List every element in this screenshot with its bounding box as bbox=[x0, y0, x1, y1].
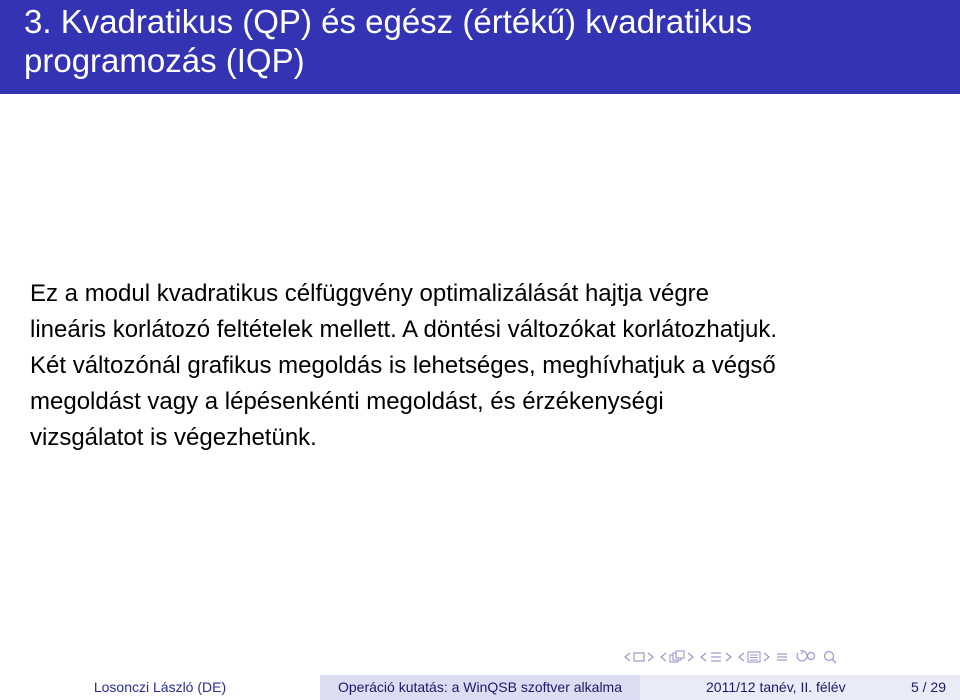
arrow-right-icon[interactable] bbox=[725, 652, 732, 662]
slide-footer bbox=[0, 675, 960, 700]
body-line: vizsgálatot is végezhetünk. bbox=[30, 424, 317, 451]
slide-body bbox=[30, 276, 940, 456]
nav-section-group bbox=[700, 651, 732, 663]
slide-title-line-2: programozás (IQP) bbox=[24, 42, 305, 79]
search-back-icon[interactable] bbox=[794, 650, 816, 664]
align-icon[interactable] bbox=[776, 652, 788, 662]
subsection-icon[interactable] bbox=[669, 650, 685, 664]
body-line: Ez a modul kvadratikus célfüggvény optimalizálását hajtja végre bbox=[30, 280, 710, 307]
footer-page-number: 5 / 29 bbox=[910, 679, 946, 695]
arrow-left-icon[interactable] bbox=[738, 652, 745, 662]
nav-document-group bbox=[738, 651, 770, 663]
beamer-navigation bbox=[624, 648, 838, 666]
body-line: megoldást vagy a lépésenkénti megoldást, és érzékenységi bbox=[30, 388, 664, 415]
arrow-right-icon[interactable] bbox=[647, 652, 654, 662]
body-line: Két változónál grafikus megoldás is lehetséges, meghívhatjuk a végső bbox=[30, 352, 776, 379]
list-icon[interactable] bbox=[747, 651, 761, 663]
arrow-left-icon[interactable] bbox=[700, 652, 707, 662]
footer-date: 2011/12 tanév, II. félév bbox=[706, 679, 846, 695]
nav-subsection-group bbox=[660, 650, 694, 664]
frame-icon[interactable] bbox=[633, 652, 645, 662]
footer-author: Losonczi László (DE) bbox=[0, 675, 320, 700]
arrow-left-icon[interactable] bbox=[660, 652, 667, 662]
slide-title-line-1: 3. Kvadratikus (QP) és egész (értékű) kvadratikus bbox=[24, 3, 753, 40]
arrow-left-icon[interactable] bbox=[624, 652, 631, 662]
arrow-right-icon[interactable] bbox=[763, 652, 770, 662]
arrow-right-icon[interactable] bbox=[687, 652, 694, 662]
body-line: lineáris korlátozó feltételek mellett. A döntési változókat korlátozhatjuk. bbox=[30, 316, 778, 343]
nav-frame-group bbox=[624, 652, 654, 662]
footer-date-page bbox=[640, 675, 960, 700]
section-icon[interactable] bbox=[709, 651, 723, 663]
title-bar bbox=[0, 0, 960, 94]
footer-title: Operáció kutatás: a WinQSB szoftver alkalma bbox=[320, 675, 640, 700]
search-icon[interactable] bbox=[822, 650, 838, 664]
